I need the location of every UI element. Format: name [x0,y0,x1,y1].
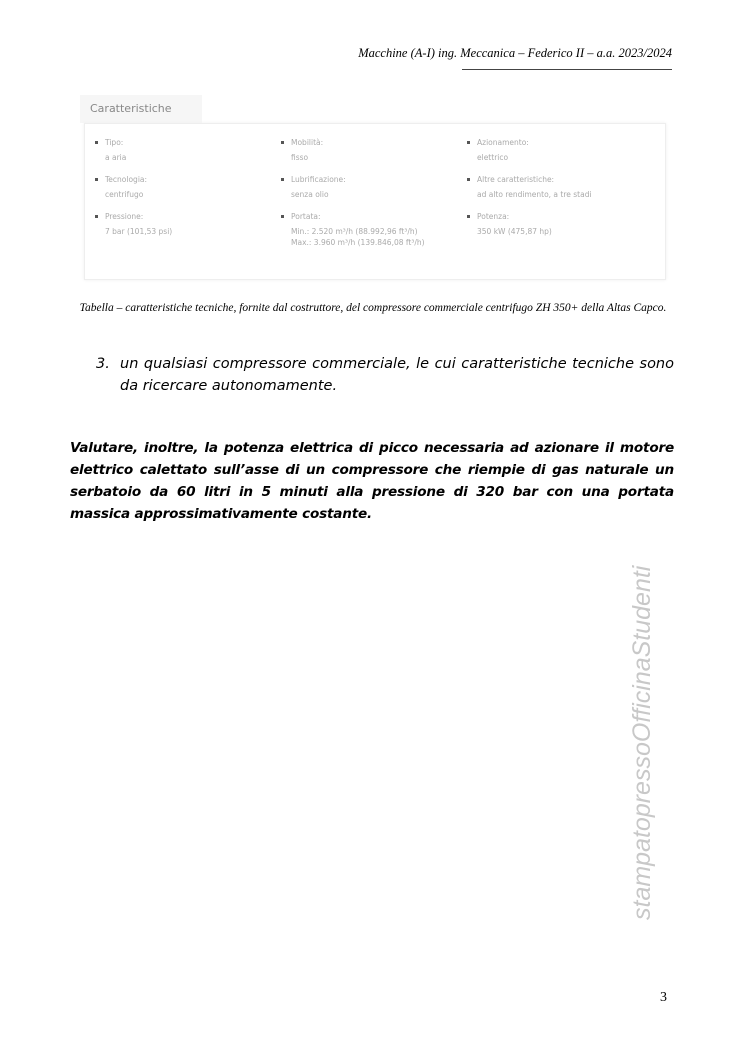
spec-item [279,138,469,163]
spec-value: elettrico [477,153,509,162]
spec-label: Potenza: [465,212,655,221]
spec-item [279,212,469,248]
spec-value: centrifugo [105,190,144,199]
spec-value: Min.: 2.520 m³/h (88.992,96 ft³/h) [291,227,418,236]
spec-label: Mobilità: [279,138,469,147]
specs-panel [84,123,666,280]
spec-item [465,138,655,163]
specs-tab: Caratteristiche [80,95,202,123]
spec-label: Pressione: [93,212,283,221]
header-rule [462,69,672,70]
spec-value: fisso [291,153,309,162]
spec-value: senza olio [291,190,329,199]
spec-item [93,175,283,200]
specs-column [93,138,283,249]
spec-item [93,138,283,163]
exercise-paragraph: Valutare, inoltre, la potenza elettrica di picco necessaria ad azionare il motore elettrico calettato sull’asse di un compressore che riempie di gas naturale un serbatoio da 60 litri in 5 minuti alla pressione di 320 bar con una portata massica approssimativamente costante. [70,440,674,522]
spec-value: a aria [105,153,127,162]
spec-item [93,212,283,237]
list-text: un qualsiasi compressore commerciale, le cui caratteristiche tecniche sono da ricercare autonomamente. [120,356,674,394]
spec-value: 7 bar (101,53 psi) [105,227,173,236]
spec-label: Tipo: [93,138,283,147]
spec-item [465,175,655,200]
spec-label: Portata: [279,212,469,221]
spec-label: Altre caratteristiche: [465,175,655,184]
list-number: 3. [96,356,110,372]
spec-label: Tecnologia: [93,175,283,184]
spec-label: Azionamento: [465,138,655,147]
page-number: 3 [660,990,667,1005]
specs-table-image [80,95,664,281]
specs-column [465,138,655,249]
spec-item [279,175,469,200]
specs-column [279,138,469,260]
spec-label: Lubrificazione: [279,175,469,184]
running-header: Macchine (A-I) ing. Meccanica – Federico II – a.a. 2023/2024 [358,46,672,60]
spec-value: ad alto rendimento, a tre stadi [477,190,592,199]
list-item-3 [96,353,674,397]
watermark: stampatopressoOfficinaStudenti [628,565,656,920]
spec-value: 350 kW (475,87 hp) [477,227,552,236]
table-caption: Tabella – caratteristiche tecniche, fornite dal costruttore, del compressore commerciale centrifugo ZH 350+ della Altas Capco. [79,302,667,314]
spec-value: Max.: 3.960 m³/h (139.846,08 ft³/h) [291,238,425,247]
spec-item [465,212,655,237]
